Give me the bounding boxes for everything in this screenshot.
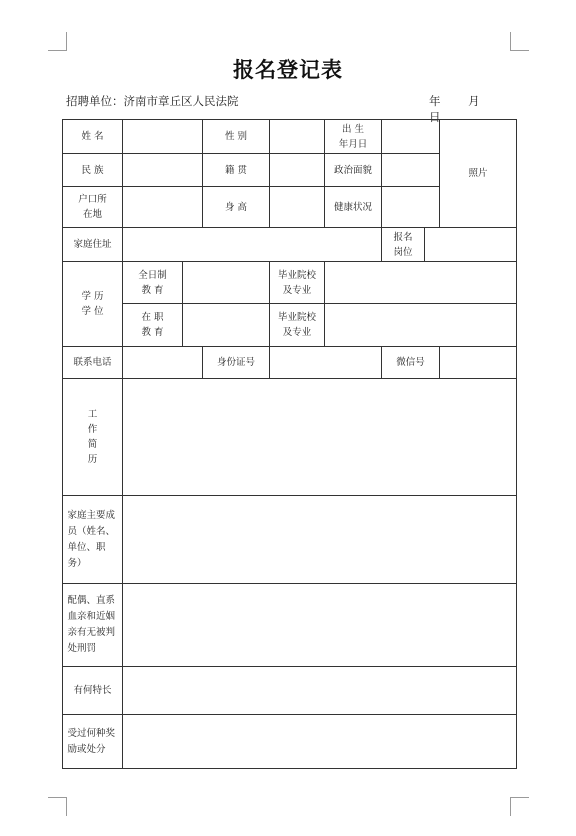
input-native-place[interactable]	[270, 154, 325, 187]
label-awards-penalties: 受过何种奖励或处分	[63, 715, 123, 769]
label-ethnicity: 民 族	[63, 154, 123, 187]
row-relatives-criminal	[63, 584, 517, 667]
input-fulltime-school[interactable]	[325, 262, 517, 304]
photo-box[interactable]: 照片	[440, 120, 517, 228]
label-wechat: 微信号	[382, 347, 440, 379]
label-phone: 联系电话	[63, 347, 123, 379]
label-health: 健康状况	[325, 187, 382, 228]
crop-mark-bottom-left	[48, 797, 67, 816]
label-gender: 性 别	[203, 120, 270, 154]
label-family-members: 家庭主要成员（姓名、单位、职务）	[63, 496, 123, 584]
input-political-status[interactable]	[382, 154, 440, 187]
input-height[interactable]	[270, 187, 325, 228]
input-health[interactable]	[382, 187, 440, 228]
label-fulltime-education: 全日制 教 育	[123, 262, 183, 304]
input-inservice-education[interactable]	[183, 304, 270, 347]
label-birth-date: 出 生 年月日	[325, 120, 382, 154]
recruit-unit: 招聘单位：济南市章丘区人民法院	[66, 94, 239, 108]
label-fulltime-school: 毕业院校 及专业	[270, 262, 325, 304]
page-title: 报名登记表	[233, 57, 343, 82]
label-applied-position: 报名 岗位	[382, 228, 425, 262]
label-political-status: 政治面貌	[325, 154, 382, 187]
label-specialty: 有何特长	[63, 667, 123, 715]
input-birth-date[interactable]	[382, 120, 440, 154]
year-label: 年	[429, 94, 441, 108]
input-awards-penalties[interactable]	[123, 715, 517, 769]
label-name: 姓 名	[63, 120, 123, 154]
input-family-members[interactable]	[123, 496, 517, 584]
row-education-inservice	[63, 304, 517, 347]
label-id-number: 身份证号	[203, 347, 270, 379]
label-height: 身 高	[203, 187, 270, 228]
label-relatives-criminal: 配偶、直系血亲和近姻亲有无被判处刑罚	[63, 584, 123, 667]
input-hukou[interactable]	[123, 187, 203, 228]
input-work-history[interactable]	[123, 379, 517, 496]
header-info-line	[66, 93, 516, 124]
crop-mark-top-left	[48, 32, 67, 51]
input-address[interactable]	[123, 228, 382, 262]
row-contact	[63, 347, 517, 379]
registration-form-table	[62, 119, 517, 769]
label-inservice-education: 在 职 教 育	[123, 304, 183, 347]
input-inservice-school[interactable]	[325, 304, 517, 347]
row-specialty	[63, 667, 517, 715]
label-hukou: 户口所 在地	[63, 187, 123, 228]
input-wechat[interactable]	[440, 347, 517, 379]
row-work-history	[63, 379, 517, 496]
month-label: 月	[468, 94, 480, 108]
row-name-gender-birth	[63, 120, 517, 154]
input-gender[interactable]	[270, 120, 325, 154]
day-label: 日	[429, 110, 441, 124]
label-work-history: 工 作 简 历	[63, 379, 123, 496]
label-address: 家庭住址	[63, 228, 123, 262]
input-relatives-criminal[interactable]	[123, 584, 517, 667]
row-awards-penalties	[63, 715, 517, 769]
row-address-position	[63, 228, 517, 262]
label-education-degree: 学 历 学 位	[63, 262, 123, 347]
input-specialty[interactable]	[123, 667, 517, 715]
row-family-members	[63, 496, 517, 584]
input-id-number[interactable]	[270, 347, 382, 379]
input-applied-position[interactable]	[425, 228, 517, 262]
input-phone[interactable]	[123, 347, 203, 379]
input-name[interactable]	[123, 120, 203, 154]
crop-mark-top-right	[510, 32, 529, 51]
input-ethnicity[interactable]	[123, 154, 203, 187]
crop-mark-bottom-right	[510, 797, 529, 816]
label-native-place: 籍 贯	[203, 154, 270, 187]
row-education-fulltime	[63, 262, 517, 304]
label-inservice-school: 毕业院校 及专业	[270, 304, 325, 347]
input-fulltime-education[interactable]	[183, 262, 270, 304]
